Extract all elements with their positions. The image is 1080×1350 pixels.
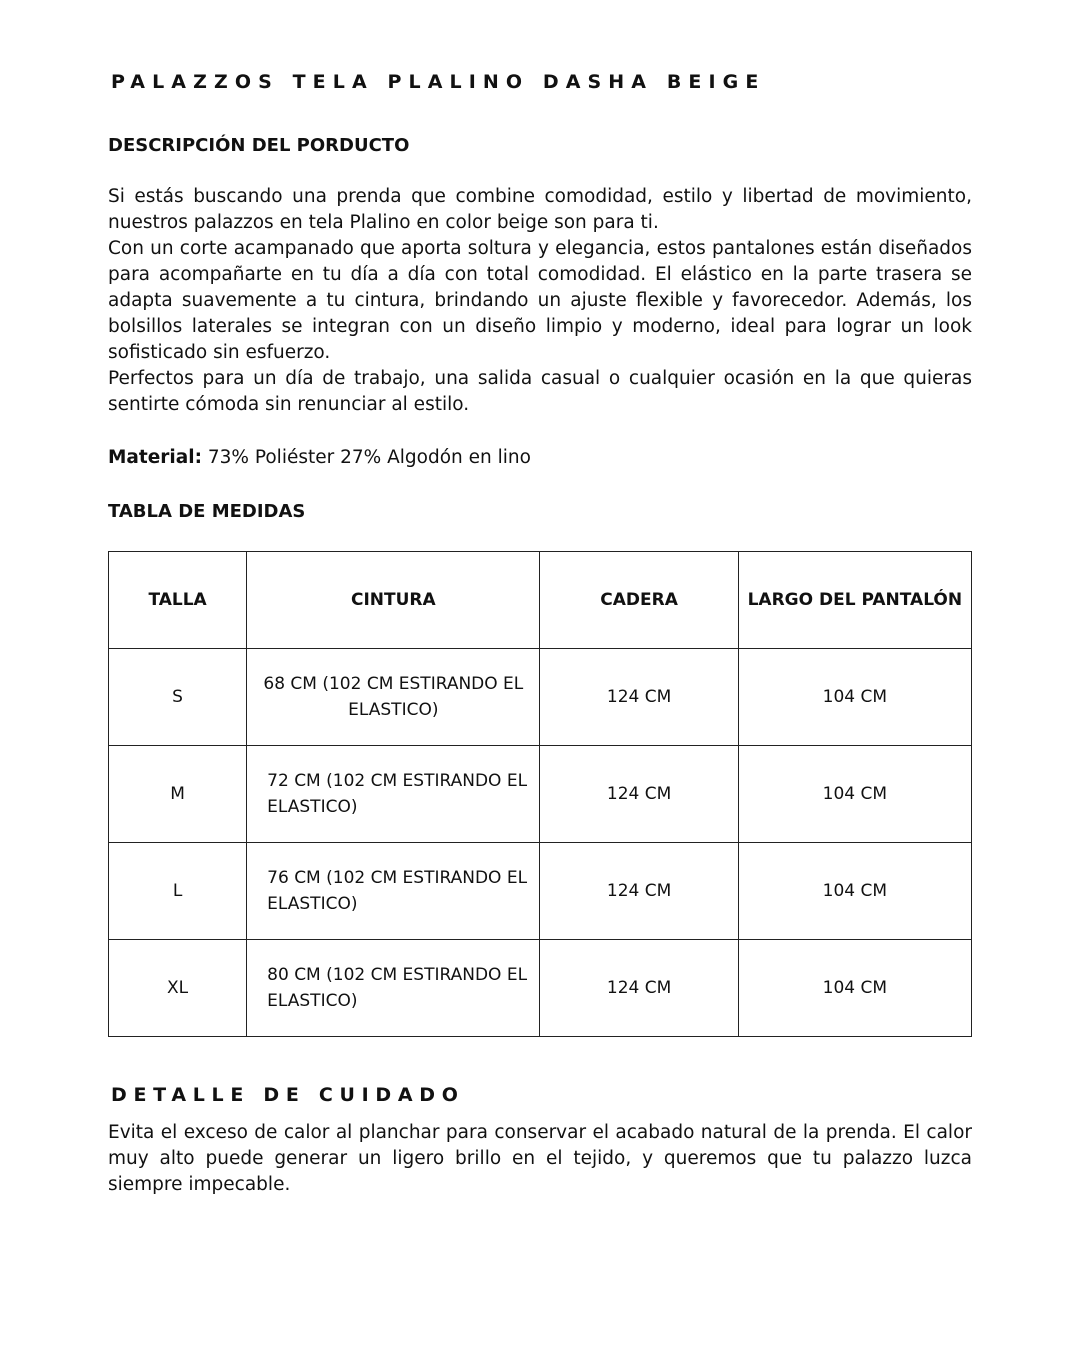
care-heading: DETALLE DE CUIDADO [111, 1084, 465, 1106]
cell-cintura: 72 CM (102 CM ESTIRANDO EL ELASTICO) [247, 746, 540, 843]
cell-talla: S [109, 649, 247, 746]
cell-cadera: 124 CM [540, 649, 738, 746]
care-text: Evita el exceso de calor al planchar para conservar el acabado natural de la prenda. El calor muy alto puede generar un ligero brillo en el tejido, y queremos que tu palazzo luzca siempre impecable. [108, 1122, 972, 1195]
cell-talla: L [109, 843, 247, 940]
description-heading: DESCRIPCIÓN DEL PORDUCTO [108, 135, 410, 156]
description-paragraph: Si estás buscando una prenda que combine comodidad, estilo y libertad de movimiento, nuestros palazzos en tela Plalino en color beige son para ti. [108, 186, 972, 233]
material-value: 73% Poliéster 27% Algodón en lino [201, 447, 531, 468]
size-table [108, 551, 972, 1037]
material-label: Material: [108, 447, 202, 468]
cell-cintura: 76 CM (102 CM ESTIRANDO EL ELASTICO) [247, 843, 540, 940]
cell-cadera: 124 CM [540, 843, 738, 940]
header-cintura: CINTURA [247, 552, 540, 649]
description-body [108, 184, 972, 418]
table-row [109, 940, 972, 1037]
table-row [109, 843, 972, 940]
header-talla: TALLA [109, 552, 247, 649]
cell-cadera: 124 CM [540, 940, 738, 1037]
table-row [109, 746, 972, 843]
table-header-row [109, 552, 972, 649]
size-table-heading: TABLA DE MEDIDAS [108, 501, 306, 522]
cell-largo: 104 CM [738, 746, 971, 843]
description-paragraph: Con un corte acampanado que aporta soltura y elegancia, estos pantalones están diseñados para acompañarte en tu día a día con total comodidad. El elástico en la parte trasera se adapta suavemente a tu cintura, brindando un ajuste flexible y favorecedor. Además, los bolsillos laterales se integran con un diseño limpio y moderno, ideal para lograr un look sofisticado sin esfuerzo. [108, 238, 972, 363]
material-line [108, 445, 531, 471]
cell-cintura: 80 CM (102 CM ESTIRANDO EL ELASTICO) [247, 940, 540, 1037]
cell-talla: M [109, 746, 247, 843]
cell-largo: 104 CM [738, 843, 971, 940]
cell-cintura: 68 CM (102 CM ESTIRANDO EL ELASTICO) [247, 649, 540, 746]
table-row [109, 649, 972, 746]
product-title: PALAZZOS TELA PLALINO DASHA BEIGE [111, 71, 766, 93]
description-paragraph: Perfectos para un día de trabajo, una salida casual o cualquier ocasión en la que quieras sentirte cómoda sin renunciar al estilo. [108, 368, 972, 415]
cell-talla: XL [109, 940, 247, 1037]
cell-largo: 104 CM [738, 940, 971, 1037]
cell-largo: 104 CM [738, 649, 971, 746]
header-largo: LARGO DEL PANTALÓN [738, 552, 971, 649]
header-cadera: CADERA [540, 552, 738, 649]
cell-cadera: 124 CM [540, 746, 738, 843]
